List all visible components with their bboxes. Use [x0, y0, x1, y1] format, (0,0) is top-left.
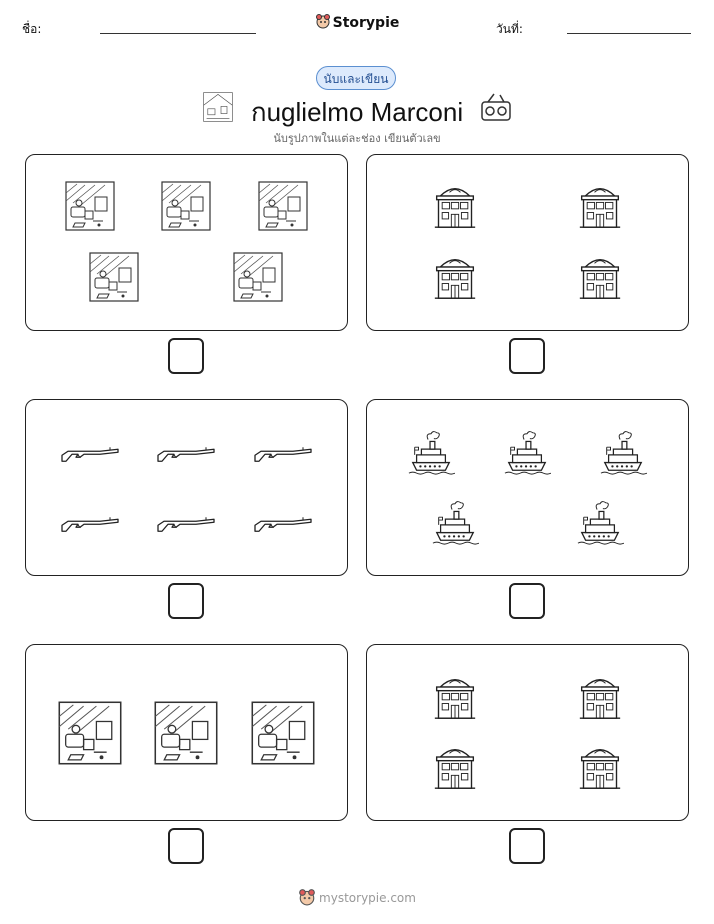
date-label: วันที่:: [496, 22, 523, 36]
rifle-icon: [253, 511, 313, 538]
ship-icon: [599, 428, 647, 480]
count-panel-6: [366, 644, 689, 821]
count-panel-3: [25, 399, 348, 576]
brand-name: Storypie: [332, 15, 400, 31]
attic-icon: [89, 252, 139, 306]
activity-badge: นับและเขียน: [316, 66, 396, 90]
attic-icon: [251, 701, 315, 769]
building-icon: [433, 744, 477, 794]
attic-icon: [58, 701, 122, 769]
building-icon: [433, 254, 477, 304]
building-icon: [433, 674, 477, 724]
footer-url: mystorypie.com: [319, 891, 416, 905]
instructions: นับรูปภาพในแต่ละช่อง เขียนตัวเลข: [273, 132, 441, 145]
rifle-icon: [156, 511, 216, 538]
ship-icon: [503, 428, 551, 480]
answer-box-1[interactable]: [168, 338, 204, 374]
brand: [0, 13, 714, 33]
rifle-icon: [60, 511, 120, 538]
answer-box-5[interactable]: [168, 828, 204, 864]
storypie-logo-icon: [298, 888, 316, 909]
attic-icon: [233, 252, 283, 306]
answer-box-4[interactable]: [509, 583, 545, 619]
attic-icon: [154, 701, 218, 769]
ship-icon: [407, 428, 455, 480]
page-title: กuglielmo Marconi: [250, 97, 464, 127]
count-panel-2: [366, 154, 689, 331]
building-icon: [578, 674, 622, 724]
building-icon: [578, 744, 622, 794]
answer-box-3[interactable]: [168, 583, 204, 619]
date-field[interactable]: [567, 33, 691, 34]
rifle-icon: [60, 441, 120, 468]
building-icon: [578, 254, 622, 304]
rifle-icon: [253, 441, 313, 468]
radio-icon: [480, 92, 512, 126]
building-icon: [433, 183, 477, 233]
attic-icon: [161, 181, 211, 235]
count-panel-4: [366, 399, 689, 576]
attic-icon: [258, 181, 308, 235]
building-icon: [578, 183, 622, 233]
storypie-logo-icon: [315, 13, 331, 33]
answer-box-6[interactable]: [509, 828, 545, 864]
ship-icon: [431, 498, 479, 550]
ship-icon: [576, 498, 624, 550]
footer: [0, 888, 714, 909]
answer-box-2[interactable]: [509, 338, 545, 374]
rifle-icon: [156, 441, 216, 468]
name-label: ชื่อ:: [22, 22, 42, 36]
attic-icon: [65, 181, 115, 235]
name-field[interactable]: [100, 33, 256, 34]
